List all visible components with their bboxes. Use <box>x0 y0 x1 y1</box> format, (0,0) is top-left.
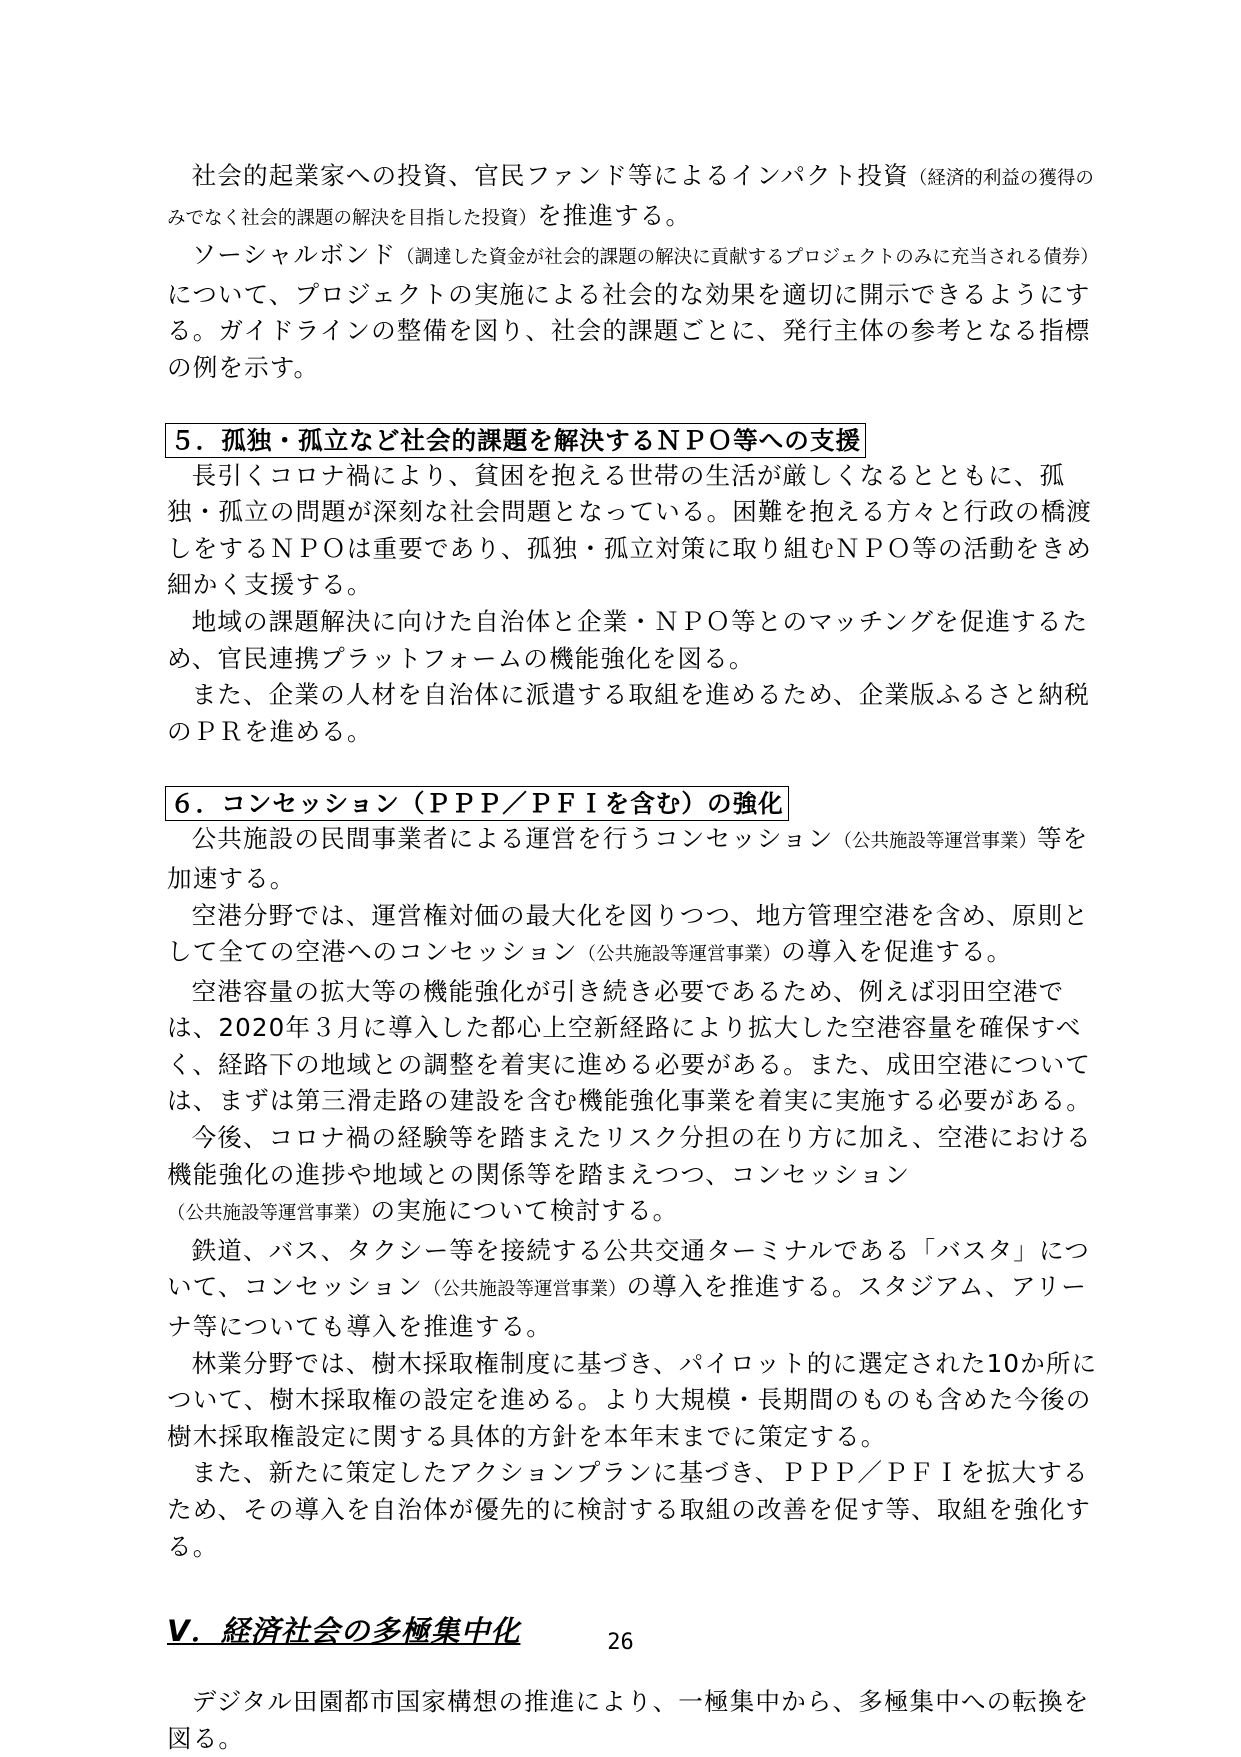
paragraph: 林業分野では、樹木採取権制度に基づき、パイロット的に選定された10か所について、樹木採取権の設定を進める。より大規模・長期間のものも含めた今後の樹木採取権設定に関する具体的方針を本年末までに策定する。 <box>167 1348 1098 1451</box>
paragraph: 空港容量の拡大等の機能強化が引き続き必要であるため、例えば羽田空港では、2020年３月に導入した都心上空新経路により拡大した空港容量を確保すべく、経路下の地域との調整を着実に進める必要がある。また、成田空港については、まずは第三滑走路の建設を含む機能強化事業を着実に実施する必要がある。 <box>167 976 1092 1116</box>
paragraph: 公共施設の民間事業者による運営を行うコンセッション（公共施設等運営事業）等を加速する。 <box>167 824 1089 893</box>
paragraph: 今後、コロナ禍の経験等を踏まえたリスク分担の在り方に加え、空港における機能強化の進捗や地域との関係等を踏まえつつ、コンセッション（公共施設等運営事業）の実施について検討する。 <box>167 1123 1092 1226</box>
paragraph: 長引くコロナ禍により、貧困を抱える世帯の生活が厳しくなるとともに、孤独・孤立の問題が深刻な社会問題となっている。困難を抱える方々と行政の橋渡しをするＮＰＯは重要であり、孤独・孤立対策に取り組むＮＰＯ等の活動をきめ細かく支援する。 <box>167 460 1092 600</box>
paragraph-impact-investment: 社会的起業家への投資、官民ファンド等によるインパクト投資（経済的利益の獲得のみでなく社会的課題の解決を目指した投資）を推進する。 <box>167 161 1094 230</box>
document-body <box>167 158 1105 1757</box>
paragraph: デジタル田園都市国家構想の推進により、一極集中から、多極集中への転換を図る。 <box>167 1687 1090 1753</box>
note: （経済的利益の獲得のみでなく社会的課題の解決を目指した投資） <box>167 168 1094 229</box>
note: （公共施設等運営事業） <box>577 944 782 966</box>
note: （公共施設等運営事業） <box>833 831 1037 853</box>
section-6-heading: ６．コンセッション（ＰＰＰ／ＰＦＩを含む）の強化 <box>165 786 789 821</box>
paragraph: また、新たに策定したアクションプランに基づき、ＰＰＰ／ＰＦＩを拡大するため、その導入を自治体が優先的に検討する取組の改善を促す等、取組を強化する。 <box>167 1458 1091 1561</box>
paragraph-social-bond: ソーシャルボンド（調達した資金が社会的課題の解決に貢献するプロジェクトのみに充当される債券）について、プロジェクトの実施による社会的な効果を適切に開示できるようにする。ガイドラインの整備を図り、社会的課題ごとに、発行主体の参考となる指標の例を示す。 <box>167 240 1099 382</box>
chapter-title: Ⅴ．経済社会の多極集中化 <box>167 1614 521 1649</box>
note: （調達した資金が社会的課題の解決に貢献するプロジェクトのみに充当される債券） <box>396 247 1099 269</box>
paragraph: 地域の課題解決に向けた自治体と企業・ＮＰＯ等とのマッチングを促進するため、官民連携プラットフォームの機能強化を図る。 <box>167 606 1089 673</box>
page-number: 26 <box>607 1630 634 1655</box>
note: （公共施設等運営事業） <box>167 1203 371 1225</box>
paragraph: また、企業の人材を自治体に派遣する取組を進めるため、企業版ふるさと納税のＰＲを進める。 <box>167 680 1090 746</box>
paragraph: 鉄道、バス、タクシー等を接続する公共交通ターミナルである「バスタ」について、コンセッション（公共施設等運営事業）の導入を推進する。スタジアム、アリーナ等についても導入を推進する。 <box>167 1235 1090 1342</box>
paragraph: 空港分野では、運営権対価の最大化を図りつつ、地方管理空港を含め、原則として全ての空港へのコンセッション（公共施設等運営事業）の導入を促進する。 <box>167 900 1089 967</box>
section-5-heading: ５．孤独・孤立など社会的課題を解決するＮＰＯ等への支援 <box>165 423 866 458</box>
note: （公共施設等運営事業） <box>422 1279 627 1301</box>
